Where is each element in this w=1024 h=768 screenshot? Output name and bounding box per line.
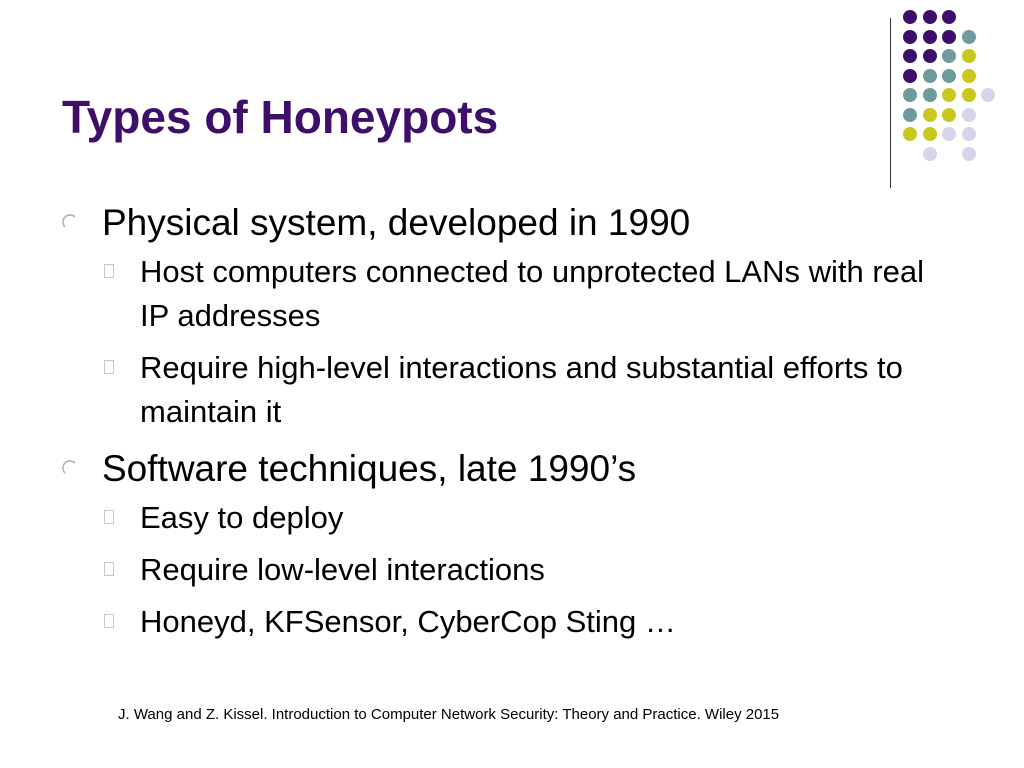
square-bullet-icon	[104, 562, 114, 576]
decorative-dot	[942, 88, 956, 102]
decorative-dot	[942, 69, 956, 83]
decorative-dot	[923, 30, 937, 44]
decorative-dot	[942, 30, 956, 44]
sub-bullet	[60, 346, 940, 434]
square-bullet-icon	[104, 614, 114, 628]
decorative-dot	[903, 88, 917, 102]
decorative-dot	[903, 10, 917, 24]
decorative-dot	[962, 127, 976, 141]
slide-body	[60, 196, 940, 652]
title-divider-line	[890, 18, 891, 188]
decorative-dot	[942, 127, 956, 141]
sub-bullet-text: Require low-level interactions	[140, 552, 545, 587]
decorative-dot	[923, 49, 937, 63]
square-bullet-icon	[104, 264, 114, 278]
decorative-dot	[942, 49, 956, 63]
bullet-level1	[60, 442, 940, 496]
decorative-dot	[903, 69, 917, 83]
decorative-dot	[962, 49, 976, 63]
bullet-level1	[60, 196, 940, 250]
decorative-dot	[923, 127, 937, 141]
circle-bullet-icon	[62, 460, 80, 478]
decorative-dot	[923, 147, 937, 161]
decorative-dot	[923, 108, 937, 122]
decorative-dot	[923, 88, 937, 102]
slide-title: Types of Honeypots	[62, 91, 499, 143]
sub-bullet-list	[60, 496, 940, 644]
sub-bullet	[60, 496, 940, 540]
decorative-dot	[981, 88, 995, 102]
decorative-dot	[903, 49, 917, 63]
square-bullet-icon	[104, 360, 114, 374]
sub-bullet-text: Easy to deploy	[140, 500, 344, 535]
sub-bullet	[60, 548, 940, 592]
sub-bullet	[60, 250, 940, 338]
decorative-dot	[962, 88, 976, 102]
decorative-dot	[903, 127, 917, 141]
decorative-dot	[903, 108, 917, 122]
decorative-dot	[942, 108, 956, 122]
circle-bullet-icon	[62, 214, 80, 232]
decorative-dot	[923, 10, 937, 24]
bullet-text: Software techniques, late 1990’s	[102, 448, 637, 489]
bullet-group-software	[60, 442, 940, 644]
sub-bullet-text: Honeyd, KFSensor, CyberCop Sting …	[140, 604, 676, 639]
decorative-dot-grid	[903, 10, 1013, 170]
decorative-dot	[962, 30, 976, 44]
decorative-dot	[942, 10, 956, 24]
decorative-dot	[923, 69, 937, 83]
sub-bullet-text: Require high-level interactions and substantial efforts to maintain it	[140, 350, 903, 429]
decorative-dot	[903, 30, 917, 44]
bullet-group-physical	[60, 196, 940, 434]
decorative-dot	[962, 108, 976, 122]
sub-bullet-text: Host computers connected to unprotected LANs with real IP addresses	[140, 254, 925, 333]
decorative-dot	[962, 69, 976, 83]
citation-footer: J. Wang and Z. Kissel. Introduction to Computer Network Security: Theory and Practice. Wiley 2015	[118, 706, 780, 723]
square-bullet-icon	[104, 510, 114, 524]
sub-bullet-list	[60, 250, 940, 434]
sub-bullet	[60, 600, 940, 644]
bullet-text: Physical system, developed in 1990	[102, 202, 691, 243]
decorative-dot	[962, 147, 976, 161]
